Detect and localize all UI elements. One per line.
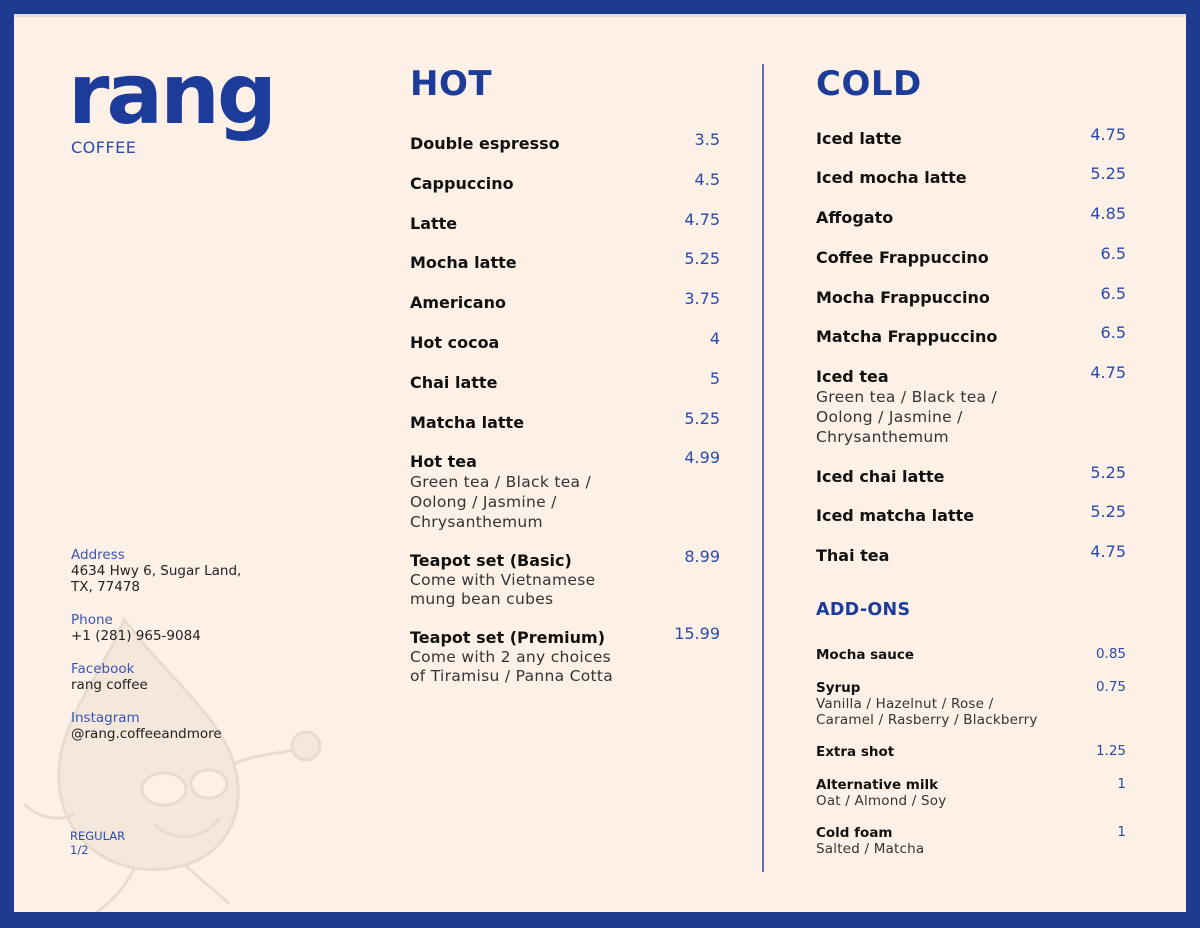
addon-item bbox=[816, 680, 1126, 728]
item-price: 5.25 bbox=[1090, 463, 1126, 482]
menu-item bbox=[410, 210, 720, 234]
item-name: Hot cocoa bbox=[410, 333, 500, 352]
brand-logo: rang bbox=[68, 45, 275, 143]
menu-item bbox=[816, 204, 1126, 228]
addon-name: Mocha sauce bbox=[816, 647, 915, 663]
address-label: Address bbox=[71, 547, 125, 563]
item-name: Affogato bbox=[816, 208, 894, 227]
addon-description: Salted / Matcha bbox=[816, 841, 925, 857]
item-description: Oolong / Jasmine / bbox=[816, 408, 963, 426]
item-name: Iced matcha latte bbox=[816, 506, 975, 525]
facebook-block bbox=[71, 661, 148, 693]
column-divider bbox=[762, 64, 764, 872]
item-price: 4.5 bbox=[694, 170, 720, 189]
phone-block bbox=[71, 612, 201, 644]
item-name: Cappuccino bbox=[410, 174, 514, 193]
phone-value: +1 (281) 965-9084 bbox=[71, 628, 201, 644]
item-name: Mocha latte bbox=[410, 253, 517, 272]
menu-item bbox=[816, 125, 1126, 149]
addon-price: 0.85 bbox=[1095, 646, 1126, 662]
item-price: 4.99 bbox=[684, 448, 720, 467]
addon-price: 1.25 bbox=[1095, 743, 1126, 759]
item-price: 3.5 bbox=[694, 130, 720, 149]
item-name: Coffee Frappuccino bbox=[816, 248, 989, 267]
item-name: Iced latte bbox=[816, 129, 902, 148]
item-price: 5.25 bbox=[1090, 502, 1126, 521]
item-price: 4.75 bbox=[684, 210, 720, 229]
addon-name: Extra shot bbox=[816, 744, 895, 760]
addon-name: Alternative milk bbox=[816, 777, 939, 793]
addon-description: Vanilla / Hazelnut / Rose / bbox=[816, 696, 994, 712]
instagram-value: @rang.coffeeandmore bbox=[71, 726, 222, 742]
item-price: 3.75 bbox=[684, 289, 720, 308]
menu-item bbox=[816, 542, 1126, 566]
addons-title: ADD-ONS bbox=[816, 600, 911, 620]
item-name: Teapot set (Basic) bbox=[410, 551, 572, 570]
item-description: Come with 2 any choices bbox=[410, 648, 612, 666]
menu-item bbox=[816, 323, 1126, 347]
item-description: Chrysanthemum bbox=[410, 513, 543, 531]
phone-label: Phone bbox=[71, 612, 113, 628]
menu-item bbox=[410, 547, 720, 609]
addon-price: 1 bbox=[1117, 824, 1126, 840]
menu-page bbox=[14, 14, 1186, 912]
addon-description: Oat / Almond / Soy bbox=[816, 793, 947, 809]
item-name: Iced mocha latte bbox=[816, 168, 967, 187]
item-price: 15.99 bbox=[674, 624, 720, 643]
item-description: Chrysanthemum bbox=[816, 428, 949, 446]
address-line-2: TX, 77478 bbox=[71, 579, 141, 595]
item-price: 4.75 bbox=[1090, 125, 1126, 144]
addon-item bbox=[816, 744, 1126, 760]
hot-title: HOT bbox=[410, 64, 493, 104]
address-block bbox=[71, 547, 241, 595]
item-price: 5.25 bbox=[684, 249, 720, 268]
footer-page-number: 1/2 bbox=[70, 843, 89, 857]
facebook-value: rang coffee bbox=[71, 677, 148, 693]
item-price: 6.5 bbox=[1100, 284, 1126, 303]
item-price: 6.5 bbox=[1100, 244, 1126, 263]
item-name: Teapot set (Premium) bbox=[410, 628, 606, 647]
item-description: mung bean cubes bbox=[410, 590, 554, 608]
menu-item bbox=[410, 448, 720, 532]
instagram-block bbox=[71, 710, 222, 742]
menu-item bbox=[816, 502, 1126, 526]
item-price: 4.85 bbox=[1090, 204, 1126, 223]
item-price: 4.75 bbox=[1090, 542, 1126, 561]
menu-item bbox=[410, 369, 720, 393]
addon-description: Caramel / Rasberry / Blackberry bbox=[816, 712, 1038, 728]
cold-title: COLD bbox=[816, 64, 922, 104]
item-description: Green tea / Black tea / bbox=[410, 473, 592, 491]
menu-item bbox=[410, 289, 720, 313]
addon-name: Cold foam bbox=[816, 825, 893, 841]
item-name: Matcha latte bbox=[410, 413, 525, 432]
menu-item bbox=[816, 284, 1126, 308]
item-name: Americano bbox=[410, 293, 506, 312]
addon-name: Syrup bbox=[816, 680, 861, 696]
menu-item bbox=[410, 624, 720, 686]
address-line-1: 4634 Hwy 6, Sugar Land, bbox=[71, 563, 242, 579]
item-name: Latte bbox=[410, 214, 458, 233]
item-name: Matcha Frappuccino bbox=[816, 327, 998, 346]
item-name: Mocha Frappuccino bbox=[816, 288, 990, 307]
footer-tag bbox=[70, 829, 125, 857]
item-name: Chai latte bbox=[410, 373, 498, 392]
item-price: 5.25 bbox=[684, 409, 720, 428]
item-price: 5 bbox=[709, 369, 720, 388]
menu-item bbox=[410, 170, 720, 194]
item-description: Oolong / Jasmine / bbox=[410, 493, 557, 511]
menu-item bbox=[816, 363, 1126, 447]
menu-item bbox=[410, 409, 720, 433]
footer-label: REGULAR bbox=[70, 829, 126, 843]
item-description: of Tiramisu / Panna Cotta bbox=[410, 667, 614, 685]
menu-item bbox=[410, 130, 720, 154]
menu-item bbox=[410, 329, 720, 353]
item-description: Green tea / Black tea / bbox=[816, 388, 998, 406]
menu-item bbox=[410, 249, 720, 273]
addon-item bbox=[816, 777, 1126, 809]
item-price: 5.25 bbox=[1090, 164, 1126, 183]
item-price: 6.5 bbox=[1100, 323, 1126, 342]
facebook-label: Facebook bbox=[71, 661, 135, 677]
menu-item bbox=[816, 244, 1126, 268]
item-description: Come with Vietnamese bbox=[410, 571, 596, 589]
item-price: 4 bbox=[709, 329, 720, 348]
instagram-label: Instagram bbox=[71, 710, 140, 726]
mascot-drop-illustration bbox=[14, 614, 334, 912]
menu-item bbox=[816, 463, 1126, 487]
item-name: Thai tea bbox=[816, 546, 890, 565]
addon-price: 0.75 bbox=[1095, 679, 1126, 695]
item-name: Iced chai latte bbox=[816, 467, 945, 486]
addon-item bbox=[816, 647, 1126, 663]
item-name: Iced tea bbox=[816, 367, 889, 386]
item-name: Hot tea bbox=[410, 452, 477, 471]
menu-item bbox=[816, 164, 1126, 188]
item-price: 4.75 bbox=[1090, 363, 1126, 382]
addon-item bbox=[816, 825, 1126, 857]
item-name: Double espresso bbox=[410, 134, 560, 153]
brand-subtitle: COFFEE bbox=[71, 138, 137, 157]
addon-price: 1 bbox=[1117, 776, 1126, 792]
top-edge bbox=[14, 14, 1186, 17]
item-price: 8.99 bbox=[684, 547, 720, 566]
